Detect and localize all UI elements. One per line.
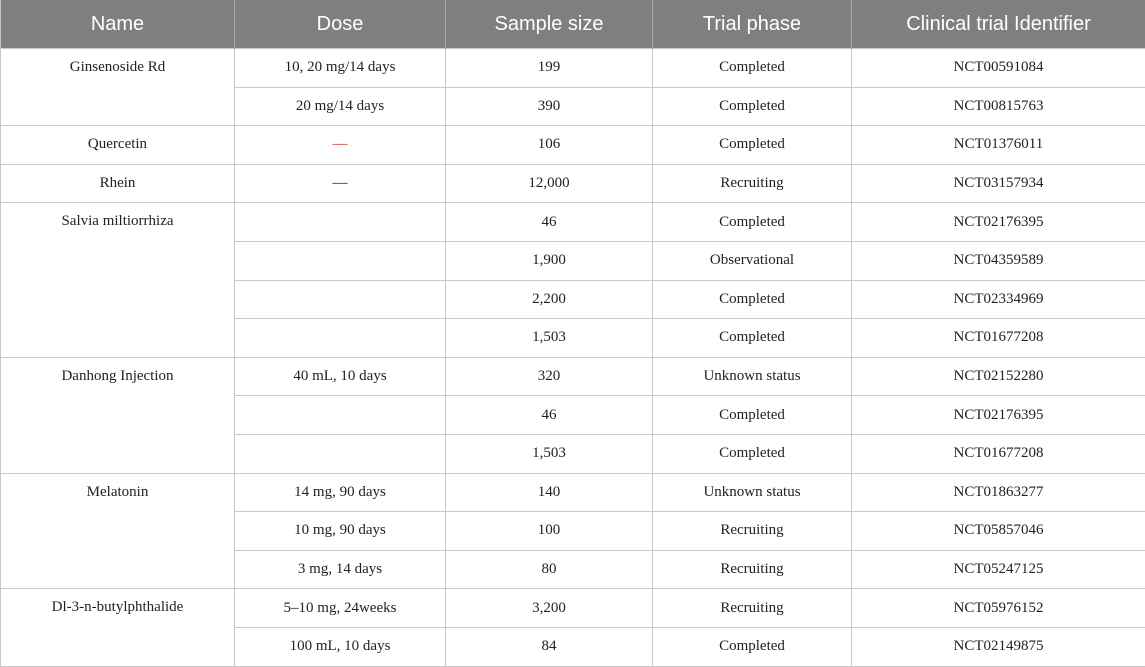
- trial-id-cell: NCT01863277: [852, 473, 1145, 512]
- trial-id-cell: NCT05857046: [852, 512, 1145, 551]
- sample-size-cell: 84: [446, 627, 653, 666]
- trial-phase-cell: Completed: [653, 203, 852, 242]
- dose-cell: [235, 241, 446, 280]
- table-row: [1, 357, 1145, 396]
- trial-phase-cell: Unknown status: [653, 357, 852, 396]
- trial-id-cell: NCT01677208: [852, 319, 1145, 358]
- trial-phase-cell: Completed: [653, 396, 852, 435]
- sample-size-cell: 1,503: [446, 434, 653, 473]
- trial-id-cell: NCT02149875: [852, 627, 1145, 666]
- trial-phase-cell: Recruiting: [653, 512, 852, 551]
- sample-size-cell: 1,503: [446, 319, 653, 358]
- dose-cell: 14 mg, 90 days: [235, 473, 446, 512]
- trial-phase-cell: Completed: [653, 280, 852, 319]
- sample-size-cell: 3,200: [446, 589, 653, 628]
- trial-phase-cell: Recruiting: [653, 589, 852, 628]
- header-trial-phase: Trial phase: [653, 0, 852, 49]
- header-clinical-trial-identifier: Clinical trial Identifier: [852, 0, 1145, 49]
- trial-id-cell: NCT02176395: [852, 203, 1145, 242]
- trial-id-cell: NCT00591084: [852, 49, 1145, 88]
- trial-phase-cell: Completed: [653, 319, 852, 358]
- table-row: [1, 203, 1145, 242]
- sample-size-cell: 80: [446, 550, 653, 589]
- table-row: [1, 126, 1145, 165]
- sample-size-cell: 46: [446, 203, 653, 242]
- trial-id-cell: NCT02152280: [852, 357, 1145, 396]
- trial-id-cell: NCT03157934: [852, 164, 1145, 203]
- trial-phase-cell: Observational: [653, 241, 852, 280]
- drug-name-cell: Salvia miltiorrhiza: [1, 203, 235, 357]
- drug-name-cell: Quercetin: [1, 126, 235, 165]
- dose-cell: [235, 280, 446, 319]
- dose-cell: 10 mg, 90 days: [235, 512, 446, 551]
- sample-size-cell: 1,900: [446, 241, 653, 280]
- dose-cell: 10, 20 mg/14 days: [235, 49, 446, 88]
- sample-size-cell: 46: [446, 396, 653, 435]
- trial-id-cell: NCT01677208: [852, 434, 1145, 473]
- dose-cell: 20 mg/14 days: [235, 87, 446, 126]
- dose-cell: [235, 396, 446, 435]
- trial-id-cell: NCT05976152: [852, 589, 1145, 628]
- trial-id-cell: NCT01376011: [852, 126, 1145, 165]
- dose-cell: —: [235, 126, 446, 165]
- dose-cell: 3 mg, 14 days: [235, 550, 446, 589]
- sample-size-cell: 199: [446, 49, 653, 88]
- header-sample-size: Sample size: [446, 0, 653, 49]
- dose-cell: 40 mL, 10 days: [235, 357, 446, 396]
- sample-size-cell: 140: [446, 473, 653, 512]
- dose-cell: 100 mL, 10 days: [235, 627, 446, 666]
- drug-name-cell: Danhong Injection: [1, 357, 235, 473]
- trial-phase-cell: Completed: [653, 87, 852, 126]
- table-row: [1, 589, 1145, 628]
- dose-cell: [235, 319, 446, 358]
- sample-size-cell: 100: [446, 512, 653, 551]
- dose-cell: [235, 434, 446, 473]
- drug-name-cell: Rhein: [1, 164, 235, 203]
- dose-cell: 5–10 mg, 24weeks: [235, 589, 446, 628]
- drug-name-cell: Ginsenoside Rd: [1, 49, 235, 126]
- sample-size-cell: 106: [446, 126, 653, 165]
- trial-phase-cell: Unknown status: [653, 473, 852, 512]
- trial-phase-cell: Completed: [653, 49, 852, 88]
- trial-id-cell: NCT00815763: [852, 87, 1145, 126]
- drug-name-cell: Melatonin: [1, 473, 235, 589]
- trial-id-cell: NCT02176395: [852, 396, 1145, 435]
- dose-cell: [235, 203, 446, 242]
- trial-phase-cell: Recruiting: [653, 164, 852, 203]
- trial-phase-cell: Completed: [653, 126, 852, 165]
- trial-id-cell: NCT02334969: [852, 280, 1145, 319]
- dose-cell: —: [235, 164, 446, 203]
- sample-size-cell: 390: [446, 87, 653, 126]
- trial-id-cell: NCT04359589: [852, 241, 1145, 280]
- trial-phase-cell: Recruiting: [653, 550, 852, 589]
- header-dose: Dose: [235, 0, 446, 49]
- header-row: [1, 0, 1145, 49]
- trial-phase-cell: Completed: [653, 434, 852, 473]
- trial-phase-cell: Completed: [653, 627, 852, 666]
- sample-size-cell: 2,200: [446, 280, 653, 319]
- table-body: [1, 49, 1145, 667]
- table-header: [1, 0, 1145, 49]
- table-row: [1, 49, 1145, 88]
- header-name: Name: [1, 0, 235, 49]
- trial-id-cell: NCT05247125: [852, 550, 1145, 589]
- sample-size-cell: 320: [446, 357, 653, 396]
- table-row: [1, 473, 1145, 512]
- table-row: [1, 164, 1145, 203]
- sample-size-cell: 12,000: [446, 164, 653, 203]
- drug-name-cell: Dl-3-n-butylphthalide: [1, 589, 235, 666]
